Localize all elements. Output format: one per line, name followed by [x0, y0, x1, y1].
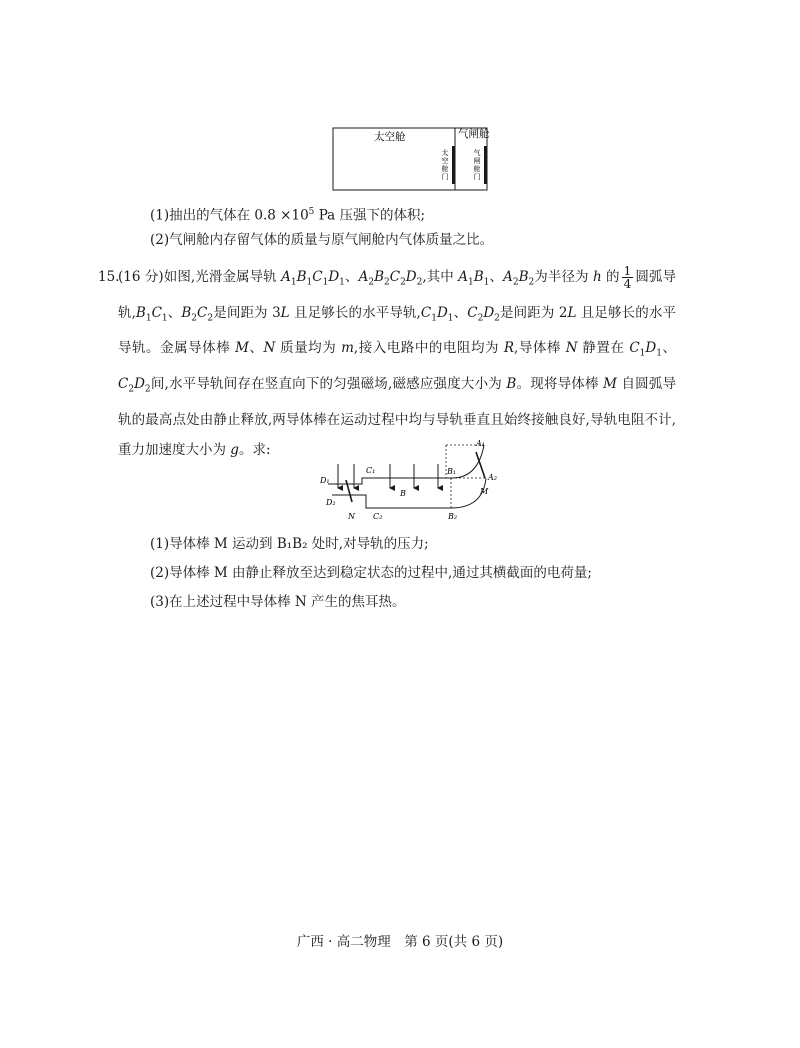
label-d1: D₁ — [320, 476, 330, 485]
label-a2: A₂ — [488, 473, 497, 482]
space-cabin-label: 太空舱 — [374, 131, 406, 143]
q15-sub1: (1)导体棒 M 运动到 B₁B₂ 处时,对导轨的压力; — [150, 536, 429, 552]
label-d2: D₂ — [326, 498, 336, 507]
airlock-cabin-label: 气闸舱 — [458, 128, 490, 140]
label-n: N — [348, 512, 355, 521]
q15-stem: 15. (16 分)如图,光滑金属导轨 $A_1B_1C_1D_1$、$A_2B_2C_2D_2$,其中 $A_1B_1$、$A_2B_2$为半径为 h 的 $\frac{1}{4}$ 圆弧导轨$,B_1C_1$、$B_2C_2$是间距为 3L 且足够长的水平导轨$,C_1D_1$、$C_2D_2$是间距为 2L 且足够长的水平导轨。金属导体棒 M、N 质量均为 m,接入电路中的电阻均为 R,导体棒 N 静置在 $C_1D_1$、$C_2D_2$间,水平导轨间存在竖直向下的匀强磁场,磁感应强度大小为 B。现将导体棒 M 自圆弧导轨的最高点处由静止释放,两导体棒在运动过程中均与导轨垂直且始终接触良好,导轨电阻不计,重力加速度大小为 g。求: — [98, 264, 677, 458]
q14-sub1: (1)抽出的气体在 $0.8 \times 10^5$ Pa 压强下的体积; — [150, 207, 426, 224]
airlock-door-label: 气闸舱门 — [473, 149, 481, 181]
quarter-fraction: $\frac{1}{4}$ — [623, 264, 632, 291]
q15-score: (16 分) — [118, 269, 164, 285]
q15-sub2: (2)导体棒 M 由静止释放至达到稳定状态的过程中,通过其横截面的电荷量; — [150, 565, 592, 581]
label-a1: A₁ — [476, 439, 485, 448]
q15-sub3: (3)在上述过程中导体棒 N 产生的焦耳热。 — [150, 594, 406, 610]
label-b1: B₁ — [447, 467, 457, 476]
label-c2: C₂ — [373, 512, 383, 521]
rail-figure — [318, 438, 508, 526]
label-b2: B₂ — [448, 512, 458, 521]
q15-number: 15. — [98, 269, 120, 285]
page-footer: 广西 · 高二物理 第 6 页(共 6 页) — [296, 934, 504, 950]
airlock-figure — [328, 124, 494, 192]
space-cabin-door-label: 太空舱门 — [441, 149, 449, 181]
label-field-b: B — [400, 489, 406, 498]
q14-sub2: (2)气闸舱内存留气体的质量与原气闸舱内气体质量之比。 — [150, 232, 494, 248]
label-m: M — [480, 487, 489, 496]
label-c1: C₁ — [366, 466, 376, 475]
